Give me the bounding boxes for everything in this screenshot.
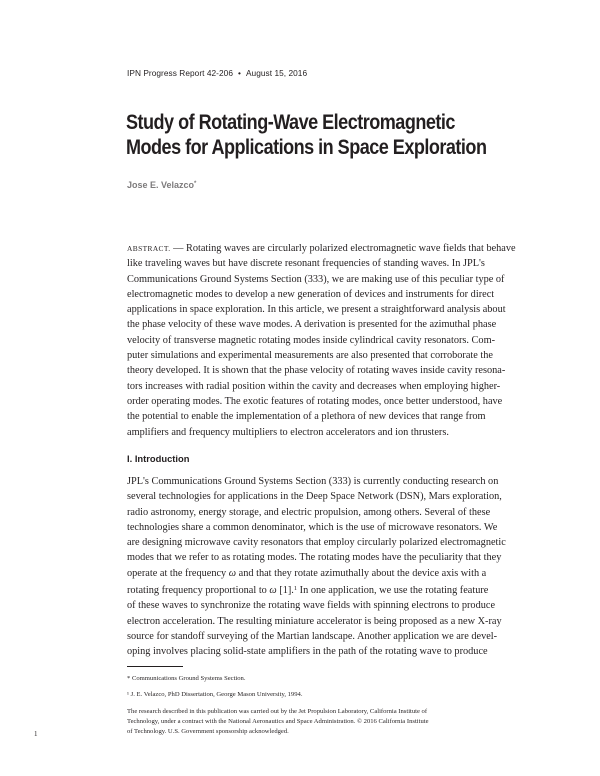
footnote-funding: [127, 707, 517, 737]
intro-line: technologies share a common denominator, which is the use of microwave resonators. We: [127, 521, 498, 533]
abstract-line: theory developed. It is shown that the phase velocity of rotating waves inside cavity resona-: [127, 365, 506, 377]
abstract-line: puter simulations and experimental measurements are also presented that corroborate the: [127, 350, 493, 362]
author-byline: [127, 180, 196, 190]
author-name: Jose E. Velazco: [127, 180, 195, 190]
abstract-line: velocity of transverse magnetic rotating modes inside cylindrical cavity resonators. Com-: [127, 334, 496, 346]
report-header: [127, 68, 307, 78]
intro-line: of these waves to synchronize the rotating wave fields with spinning electrons to produce: [127, 600, 496, 612]
abstract-line: like traveling waves but have discrete resonant frequencies of standing waves. In JPL's: [127, 258, 485, 270]
citation-ref[interactable]: [1].: [276, 585, 294, 597]
intro-text: and that they rotate azimuthally about the device axis with a: [236, 567, 487, 579]
intro-line: modes that we refer to as rotating modes. The rotating modes have the peculiarity that they: [127, 552, 502, 564]
abstract-line: electromagnetic modes to develop a new generation of devices and instruments for direct: [127, 288, 495, 300]
abstract-line: Communications Ground Systems Section (333), we are making use of this peculiar type of: [127, 273, 505, 285]
footnote-line: The research described in this publication was carried out by the Jet Propulsion Laboratory, California Institute of: [127, 708, 428, 715]
footnote-text: ¹ J. E. Velazco, PhD Dissertation, George Mason University, 1994.: [127, 691, 303, 698]
footnote-line: Technology, under a contract with the National Aeronautics and Space Administration. © 2016 California Institute: [127, 718, 429, 725]
abstract-line: amplifiers and frequency multipliers to electron accelerators and ion thrusters.: [127, 426, 449, 438]
author-footnote-mark: *: [194, 181, 197, 187]
intro-line: electron acceleration. The resulting miniature accelerator is being proposed as a new X-ray: [127, 615, 502, 627]
header-separator: •: [237, 68, 241, 78]
title-line-2: Modes for Applications in Space Exploration: [126, 136, 487, 159]
footnote-text: * Communications Ground Systems Section.: [127, 675, 246, 682]
intro-line: [127, 581, 523, 598]
intro-line: are designing microwave cavity resonators that employ circularly polarized electromagnetic: [127, 537, 506, 549]
intro-line: JPL's Communications Ground Systems Section (333) is currently conducting research on: [127, 476, 499, 487]
abstract-line: order operating modes. The exotic features of rotating modes, once better understood, have: [127, 395, 503, 407]
intro-line: source for standoff surveying of the Martian landscape. Another application we are devel-: [127, 630, 498, 642]
footnote-ref[interactable]: 1: [293, 585, 298, 593]
intro-text: operate at the frequency: [127, 567, 229, 579]
footnote-affiliation: [127, 674, 517, 684]
intro-line: radio astronomy, energy storage, and electric propulsion, among others. Several of these: [127, 506, 491, 518]
footnote-divider: [127, 666, 183, 667]
abstract-label: ABSTRACT.: [127, 244, 171, 253]
section-heading-introduction: I. Introduction: [127, 453, 190, 464]
page-number: 1: [34, 730, 38, 738]
omega-symbol: ω: [228, 567, 237, 579]
report-number: IPN Progress Report 42-206: [127, 68, 233, 78]
omega-symbol: ω: [269, 585, 277, 597]
introduction-body: [127, 474, 523, 660]
report-date: August 15, 2016: [245, 68, 308, 78]
intro-line: oping involves placing solid-state amplifiers in the path of the rotating wave to produce: [127, 646, 488, 658]
intro-text: In one application, we use the rotating feature: [297, 585, 489, 597]
abstract-text: — Rotating waves are circularly polarized electromagnetic wave fields that behave: [170, 243, 516, 254]
abstract-line: the phase velocity of these wave modes. A derivation is presented for the azimuthal phase: [127, 319, 497, 331]
footnote-1: [127, 690, 517, 700]
title-line-1: Study of Rotating-Wave Electromagnetic: [126, 111, 455, 134]
intro-line: several technologies for applications in the Deep Space Network (DSN), Mars exploration,: [127, 491, 502, 503]
abstract-line: the potential to enable the implementation of a plethora of new devices that range from: [127, 411, 486, 423]
intro-text: rotating frequency proportional to: [127, 585, 270, 597]
intro-line: [127, 566, 523, 581]
abstract-line: tors increases with radial position within the cavity and decreases when employing higher-: [127, 380, 501, 392]
abstract-line: applications in space exploration. In this article, we present a straightforward analysis about: [127, 304, 506, 316]
footnote-line: of Technology. U.S. Government sponsorship acknowledged.: [127, 728, 289, 735]
paper-title: [126, 110, 487, 160]
abstract-line: [127, 241, 523, 256]
abstract: [127, 241, 523, 440]
